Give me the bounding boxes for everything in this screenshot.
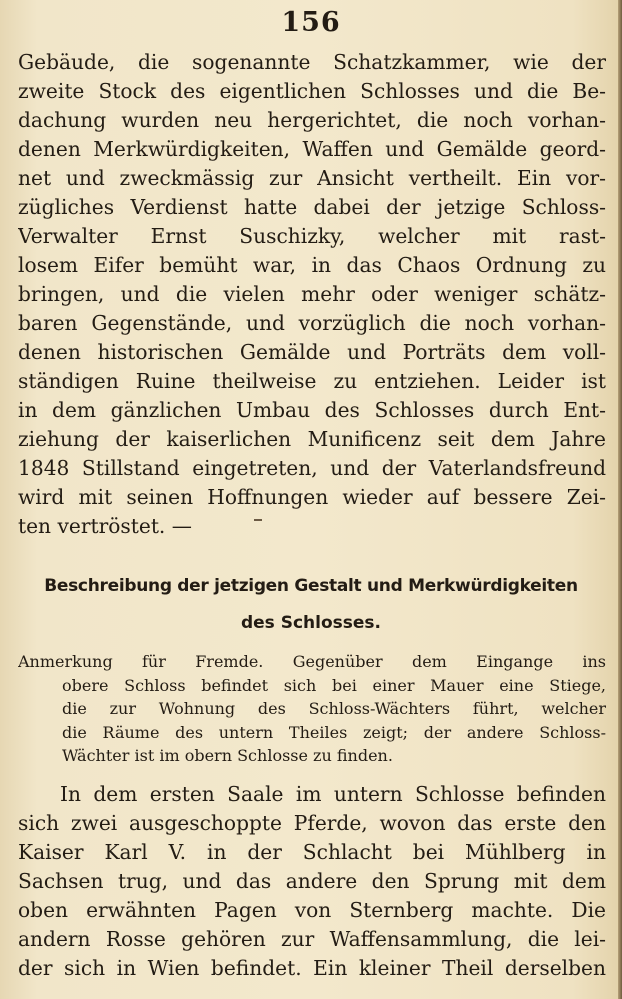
page-number: 156 bbox=[281, 7, 341, 38]
paragraph-1 bbox=[18, 48, 606, 541]
section-heading-continued: des Schlosses. bbox=[240, 613, 381, 633]
text-line: Sachsen trug, und das andere den Sprung mit dem bbox=[18, 869, 606, 893]
text-line: ziehung der kaiserlichen Munificenz seit dem Jahre bbox=[18, 427, 606, 451]
visitor-note bbox=[18, 650, 606, 768]
text-line: in dem gänzlichen Umbau des Schlosses durch Ent- bbox=[18, 398, 606, 422]
note-line: obere Schloss befindet sich bei einer Mauer eine Stiege, bbox=[62, 675, 606, 695]
text-line: oben erwähnten Pagen von Sternberg machte. Die bbox=[18, 898, 606, 922]
text-line: losem Eifer bemüht war, in das Chaos Ordnung zu bbox=[18, 253, 606, 277]
text-line: 1848 Stillstand eingetreten, und der Vaterlandsfreund bbox=[18, 456, 606, 480]
text-line: Verwalter Ernst Suschizky, welcher mit rast- bbox=[18, 224, 606, 248]
page-edge bbox=[618, 0, 622, 999]
ink-mark bbox=[254, 519, 262, 521]
text-line: baren Gegenstände, und vorzüglich die noch vorhan- bbox=[18, 311, 606, 335]
text-line: denen historischen Gemälde und Porträts dem voll- bbox=[18, 340, 606, 364]
note-line: Wächter ist im obern Schlosse zu finden. bbox=[62, 746, 393, 765]
text-line: sich zwei ausgeschoppte Pferde, wovon das erste den bbox=[18, 811, 606, 835]
text-line: dachung wurden neu hergerichtet, die noch vorhan- bbox=[18, 108, 606, 132]
text-line: ständigen Ruine theilweise zu entziehen. Leider ist bbox=[18, 369, 606, 393]
text-line: denen Merkwürdigkeiten, Waffen und Gemälde geord- bbox=[18, 137, 606, 161]
text-line: andern Rosse gehören zur Waffensammlung, die lei- bbox=[18, 927, 606, 951]
text-line: wird mit seinen Hoffnungen wieder auf bessere Zei- bbox=[18, 485, 606, 509]
note-line: Anmerkung für Fremde. Gegenüber dem Eingange ins bbox=[18, 652, 606, 671]
text-line: bringen, und die vielen mehr oder weniger schätz- bbox=[18, 282, 606, 306]
text-line: Kaiser Karl V. in der Schlacht bei Mühlberg in bbox=[18, 840, 606, 864]
text-line: Gebäude, die sogenannte Schatzkammer, wie der bbox=[18, 50, 606, 74]
text-line: In dem ersten Saale im untern Schlosse befinden bbox=[60, 782, 606, 806]
note-line: die Räume des untern Theiles zeigt; der andere Schloss- bbox=[62, 722, 606, 742]
note-line: die zur Wohnung des Schloss-Wächters führt, welcher bbox=[62, 699, 606, 718]
text-line: ten vertröstet. — bbox=[18, 514, 192, 538]
section-heading: Beschreibung der jetzigen Gestalt und Merkwürdigkeiten bbox=[44, 576, 578, 596]
paragraph-2 bbox=[18, 780, 606, 983]
text-line: zügliches Verdienst hatte dabei der jetzige Schloss- bbox=[18, 195, 606, 219]
text-line: net und zweckmässig zur Ansicht vertheilt. Ein vor- bbox=[18, 166, 606, 190]
text-line: der sich in Wien befindet. Ein kleiner Theil derselben bbox=[18, 956, 606, 980]
text-line: zweite Stock des eigentlichen Schlosses und die Be- bbox=[18, 79, 606, 103]
